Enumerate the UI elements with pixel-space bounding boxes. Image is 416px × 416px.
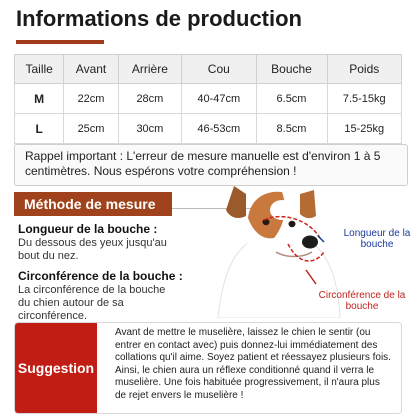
table-row	[15, 114, 402, 144]
table-cell: 8.5cm	[256, 114, 327, 144]
table-cell: 46-53cm	[182, 114, 256, 144]
table-cell: 22cm	[64, 84, 118, 114]
mouth-length-label: Longueur de la bouche :	[18, 222, 158, 236]
suggestion-badge: Suggestion	[15, 323, 97, 413]
suggestion-box	[14, 322, 402, 414]
table-cell: M	[15, 84, 64, 114]
table-cell: 28cm	[118, 84, 181, 114]
annotation-circumference: Circonférence de la bouche	[318, 290, 406, 312]
table-cell: 15-25kg	[327, 114, 401, 144]
column-header: Taille	[15, 55, 64, 84]
column-header: Cou	[182, 55, 256, 84]
column-header: Arrière	[118, 55, 181, 84]
column-header: Bouche	[256, 55, 327, 84]
mouth-circumference-desc: La circonférence de la bouche du chien autour de sa circonférence.	[18, 284, 166, 322]
page-title: Informations de production	[16, 6, 302, 31]
table-cell: 25cm	[64, 114, 118, 144]
table-cell: 6.5cm	[256, 84, 327, 114]
table-cell: L	[15, 114, 64, 144]
table-cell: 30cm	[118, 114, 181, 144]
table-cell: 40-47cm	[182, 84, 256, 114]
table-header-row	[15, 55, 402, 84]
column-header: Poids	[327, 55, 401, 84]
table-cell: 7.5-15kg	[327, 84, 401, 114]
method-heading: Méthode de mesure	[14, 192, 172, 216]
annotation-length: Longueur de la bouche	[343, 228, 411, 250]
size-table	[14, 54, 402, 144]
mouth-length-desc: Du dessous des yeux jusqu'au bout du nez.	[18, 237, 167, 262]
mouth-circumference-label: Circonférence de la bouche :	[18, 269, 183, 283]
measurement-notice: Rappel important : L'erreur de mesure manuelle est d'environ 1 à 5 centimètres. Nous espérons votre compréhension !	[14, 144, 408, 186]
table-row	[15, 84, 402, 114]
title-underline	[16, 40, 104, 44]
column-header: Avant	[64, 55, 118, 84]
suggestion-text: Avant de mettre le muselière, laissez le chien le sentir (ou entrer en contact avec) puis donnez-lui immédiatement des collations qu'il aime. Soyez patient et réessayez plusieurs fois. Ainsi, le chien aura un réflexe conditionné quand il verra le muselière. Une fois habituée progressivement, il n'aura plus de rejet envers le muselière !	[115, 327, 391, 401]
